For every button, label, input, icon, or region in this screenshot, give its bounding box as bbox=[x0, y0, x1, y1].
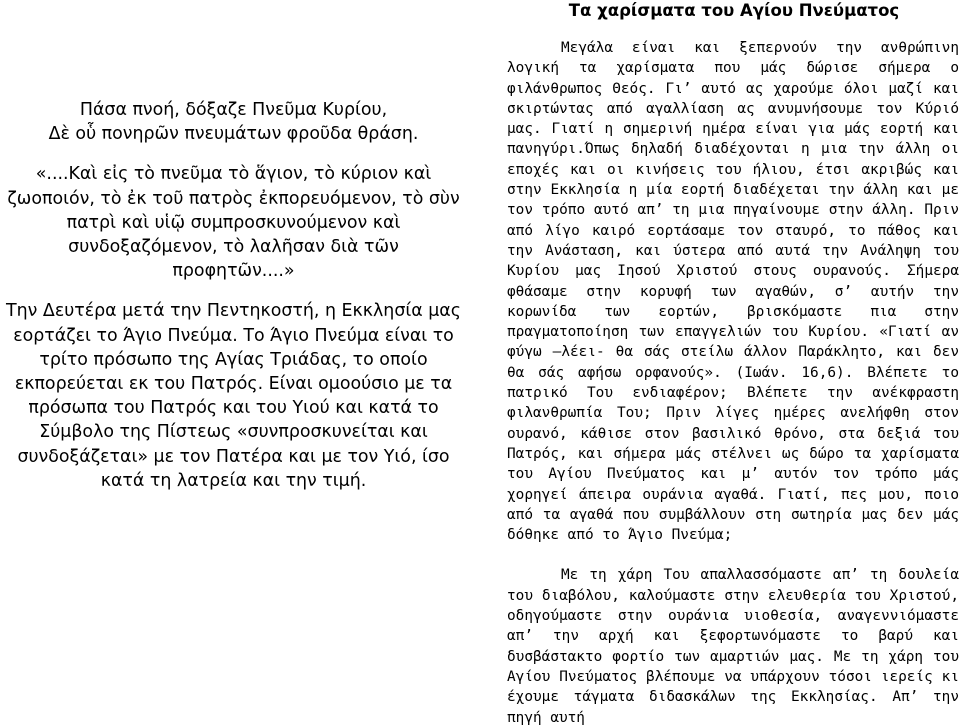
creed-quote: «....Καὶ εἰς τὸ πνεῦμα τὸ ἅγιον, τὸ κύριον καὶ ζωοποιόν, τὸ ἐκ τοῦ πατρὸς ἐκπορευόμενον, τὸ σὺν πατρὶ καὶ υἱῷ συμπροσκυνούμενον καὶ συνδοξαζόμενον, τὸ λαλῆσαν διὰ τῶν προφητῶν....» bbox=[7, 164, 460, 282]
left-column bbox=[6, 98, 461, 493]
right-paragraph-2: Με τη χάρη Του απαλλασσόμαστε απ’ τη δουλεία του διαβόλου, καλούμαστε στην ελευθερία του Χριστού, οδηγούμαστε στην ουράνια υιοθεσία, αναγεννιόμαστε απ’ την αρχή και ξεφορτωνόμαστε το βαρύ και δυσβάστακτο φορτίο των αμαρτιών μας. Με τη χάρη του Αγίου Πνεύματος βλέπουμε να υπάρχουν τόσοι ιερείς κι έχουμε τάγματα διδασκάλων της Εκκλησίας. Απ’ την πηγή αυτή bbox=[507, 567, 959, 726]
hymn-line-2: Δὲ οὗ πονηρῶν πνευμάτων φροῦδα θράση. bbox=[48, 124, 419, 145]
right-column bbox=[507, 38, 959, 728]
left-body-paragraph: Την Δευτέρα μετά την Πεντηκοστή, η Εκκλησία μας εορτάζει το Άγιο Πνεύμα. Το Άγιο Πνεύμα είναι το τρίτο πρόσωπο της Αγίας Τριάδας, το οποίο εκπορεύεται εκ του Πατρός. Είναι ομοούσιο με τα πρόσωπα του Πατρός και του Υιού και κατά το Σύμβολο της Πίστεως «συνπροσκυνείται και συνδοξάζεται» με τον Πατέρα και με τον Υιό, ίσο κατά τη λατρεία και την τιμή. bbox=[6, 301, 461, 491]
hymn-line-1: Πάσα πνοή, δόξαζε Πνεῦμα Κυρίου, bbox=[79, 100, 388, 120]
page-header-title: Τα χαρίσματα του Αγίου Πνεύματος bbox=[568, 1, 900, 20]
right-paragraph-1: Μεγάλα είναι και ξεπερνούν την ανθρώπινη λογική τα χαρίσματα που μάς δώρισε σήμερα ο φιλάνθρωπος Θεός. Γι’ αυτό ας χαρούμε όλοι μαζί και σκιρτώντας από αγαλλίαση ας ανυμνήσουμε τον Κύριό μας. Γιατί η σημερινή ημέρα είναι για μάς εορτή και πανηγύρι.Όπως δηλαδή διαδέχονται η μια την άλλη οι εποχές και οι κινήσεις του ήλιου, έτσι ακριβώς και στην Εκκλησία η μία εορτή διαδέχεται την άλλη και με τον τρόπο αυτό απ’ τη μια πηγαίνουμε στην άλλη. Πριν από λίγο καιρό εορτάσαμε τον σταυρό, το πάθος και την Ανάσταση, και ύστερα από αυτά την Ανάληψη του Κυρίου μας Ιησού Χριστού στους ουρανούς. Σήμερα φθάσαμε στην κορυφή των αγαθών, σ’ αυτήν την κορωνίδα των εορτών, βρισκόμαστε πια στην πραγματοποίηση των επαγγελιών του Κυρίου. «Γιατί αν φύγω –λέει- θα σάς στείλω άλλον Παράκλητο, και δεν θα σάς αφήσω ορφανούς». (Ιωάν. 16,6). Βλέπετε τo πατρικό Του ενδιαφέρον; Βλέπετε την ανέκφραστη φιλανθρωπία Του; Πριν λίγες ημέρες ανελήφθη στον ουρανό, κάθισε στον βασιλικό θρόνο, στα δεξιά του Πατρός, και σήμερα μάς στέλνει ως δώρο τα χαρίσματα του Αγίου Πνεύματος και μ’ αυτόν τον τρόπο μάς χορηγεί άπειρα ουράνια αγαθά. Γιατί, πες μου, ποιο από τα αγαθά που συμβάλλουν στη σωτηρία μας δεν μάς δόθηκε από το Άγιο Πνεύμα; bbox=[507, 40, 959, 544]
